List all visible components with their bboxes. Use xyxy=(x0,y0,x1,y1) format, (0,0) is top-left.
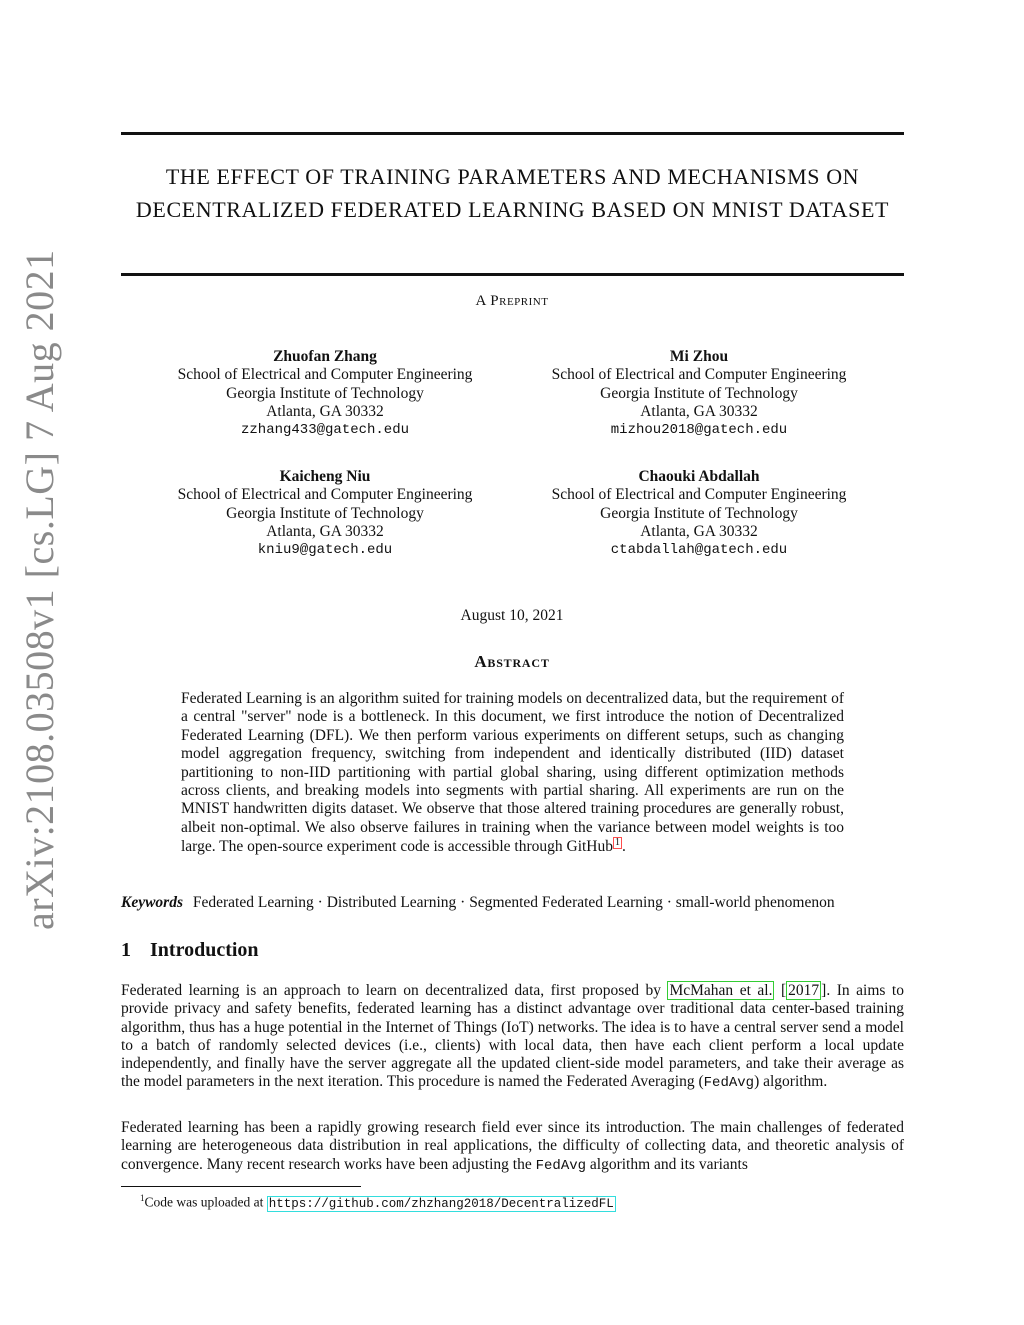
author-block xyxy=(509,348,889,439)
section-heading xyxy=(121,939,259,962)
author-city: Atlanta, GA 30332 xyxy=(266,402,384,420)
preprint-label: A Preprint xyxy=(475,293,549,309)
paragraph-text: algorithm and its variants xyxy=(586,1155,748,1173)
author-department: School of Electrical and Computer Engineering xyxy=(177,486,473,504)
footnote-rule xyxy=(121,1186,361,1187)
author-department: School of Electrical and Computer Engineering xyxy=(551,366,847,384)
keywords-list: Federated Learning · Distributed Learning · Segmented Federated Learning · small-world phenomenon xyxy=(192,894,835,911)
paragraph-text: Federated learning is an approach to learn on decentralized data, first proposed by xyxy=(121,982,668,999)
author-block xyxy=(509,468,889,559)
title-bottom-rule xyxy=(121,273,904,276)
author-email: zzhang433@gatech.edu xyxy=(240,422,410,439)
section-title: Introduction xyxy=(150,939,259,961)
author-city: Atlanta, GA 30332 xyxy=(640,522,758,540)
arxiv-identifier-stamp: arXiv:2108.03508v1 [cs.LG] 7 Aug 2021 xyxy=(17,249,62,930)
keywords-label: Keywords xyxy=(121,894,183,911)
author-name: Kaicheng Niu xyxy=(279,468,371,485)
title-top-rule xyxy=(121,132,904,135)
footnote-reference-link[interactable]: 1 xyxy=(615,837,620,849)
abstract-text: Federated Learning is an algorithm suited for training models on decentralized data, but the requirement of a central "server" node is a bottleneck. In this document, we first introduce the notion of Decentralized Federated Learning (DFL). We then perform various experiments on different setups, such as changing model aggregation frequency, switching from independent and identically distributed (IID) dataset partitioning to non-IID partitioning with partial global sharing, using different optimization methods across clients, and breaking models into segments with partial sharing. All experiments are run on the MNIST handwritten digits dataset. We observe that those altered training procedures are generally robust, albeit non-optimal. We also observe failures in training when the variance between model weights is too large. The open-source experiment code is accessible through GitHub xyxy=(181,690,844,856)
author-email: ctabdallah@gatech.edu xyxy=(610,542,788,559)
footnote-text: Code was uploaded at xyxy=(144,1194,267,1210)
inline-code: FedAvg xyxy=(535,1157,587,1174)
author-city: Atlanta, GA 30332 xyxy=(266,522,384,540)
abstract-heading: Abstract xyxy=(474,652,550,671)
author-name: Zhuofan Zhang xyxy=(273,348,377,365)
paper-title: THE EFFECT OF TRAINING PARAMETERS AND MECHANISMS ON DECENTRALIZED FEDERATED LEARNING BASED ON MNIST DATASET xyxy=(135,164,890,222)
author-email: mizhou2018@gatech.edu xyxy=(610,422,788,439)
citation-year-link[interactable]: 2017 xyxy=(788,982,820,999)
author-institution: Georgia Institute of Technology xyxy=(226,504,424,522)
intro-paragraph xyxy=(121,1119,904,1175)
author-city: Atlanta, GA 30332 xyxy=(640,402,758,420)
author-email: kniu9@gatech.edu xyxy=(257,542,393,559)
author-block xyxy=(135,348,515,439)
paragraph-text: Federated learning has been a rapidly growing research field ever since its introduction. The main challenges of federated learning are heterogeneous data distribution in real applications, the difficulty of collecting data, and theoretic analysis of convergence. Many recent research works have been adjusting the xyxy=(121,1119,904,1173)
abstract-body xyxy=(181,690,844,857)
paragraph-text: . In aims to provide privacy and safety benefits, federated learning has a distinct advantage over traditional data center-based training algorithm, thus has a huge potential in the Internet of Things (IoT) networks. The idea is to have a central server send a model to a batch of randomly selected devices (i.e., clients) with local data, then have each client perform a local update independently, and finally have the server aggregate all the updated client-side model parameters, and take their average as the model parameters in the next iteration. This procedure is named the Federated Averaging ( xyxy=(121,982,904,1091)
footnote-marker: 1 xyxy=(140,1193,145,1203)
repository-url-link[interactable]: https://github.com/zhzhang2018/DecentralizedFL xyxy=(268,1196,614,1211)
author-name: Chaouki Abdallah xyxy=(638,468,760,485)
author-name: Mi Zhou xyxy=(669,348,729,365)
author-department: School of Electrical and Computer Engineering xyxy=(177,366,473,384)
citation-author-link[interactable]: McMahan et al. xyxy=(669,982,773,999)
publication-date: August 10, 2021 xyxy=(460,607,564,624)
footnote xyxy=(140,1190,616,1213)
author-department: School of Electrical and Computer Engineering xyxy=(551,486,847,504)
keywords-line xyxy=(121,893,904,912)
intro-paragraph: Federated learning is an approach to learn on decentralized data, first proposed by McMahan et al. [ 2017 ]. In aims to provide privacy and safety benefits, federated learning has a distinct advantage over traditional data center-based training algorithm, thus has a huge potential in the Internet of Things (IoT) networks. The idea is to have a central server send a model to a batch of randomly selected devices (i.e., clients) with local data, then have each client perform a local update independently, and finally have the server aggregate all the updated client-side model parameters, and take their average as the model parameters in the next iteration. This procedure is named the Federated Averaging (FedAvg) algorithm. xyxy=(121,982,904,1092)
author-block xyxy=(135,468,515,559)
paragraph-text: ) algorithm. xyxy=(754,1073,828,1091)
author-institution: Georgia Institute of Technology xyxy=(226,384,424,402)
abstract-end: . xyxy=(622,838,626,856)
section-number: 1 xyxy=(121,939,131,961)
author-institution: Georgia Institute of Technology xyxy=(600,384,798,402)
inline-code: FedAvg xyxy=(703,1075,755,1092)
author-institution: Georgia Institute of Technology xyxy=(600,504,798,522)
